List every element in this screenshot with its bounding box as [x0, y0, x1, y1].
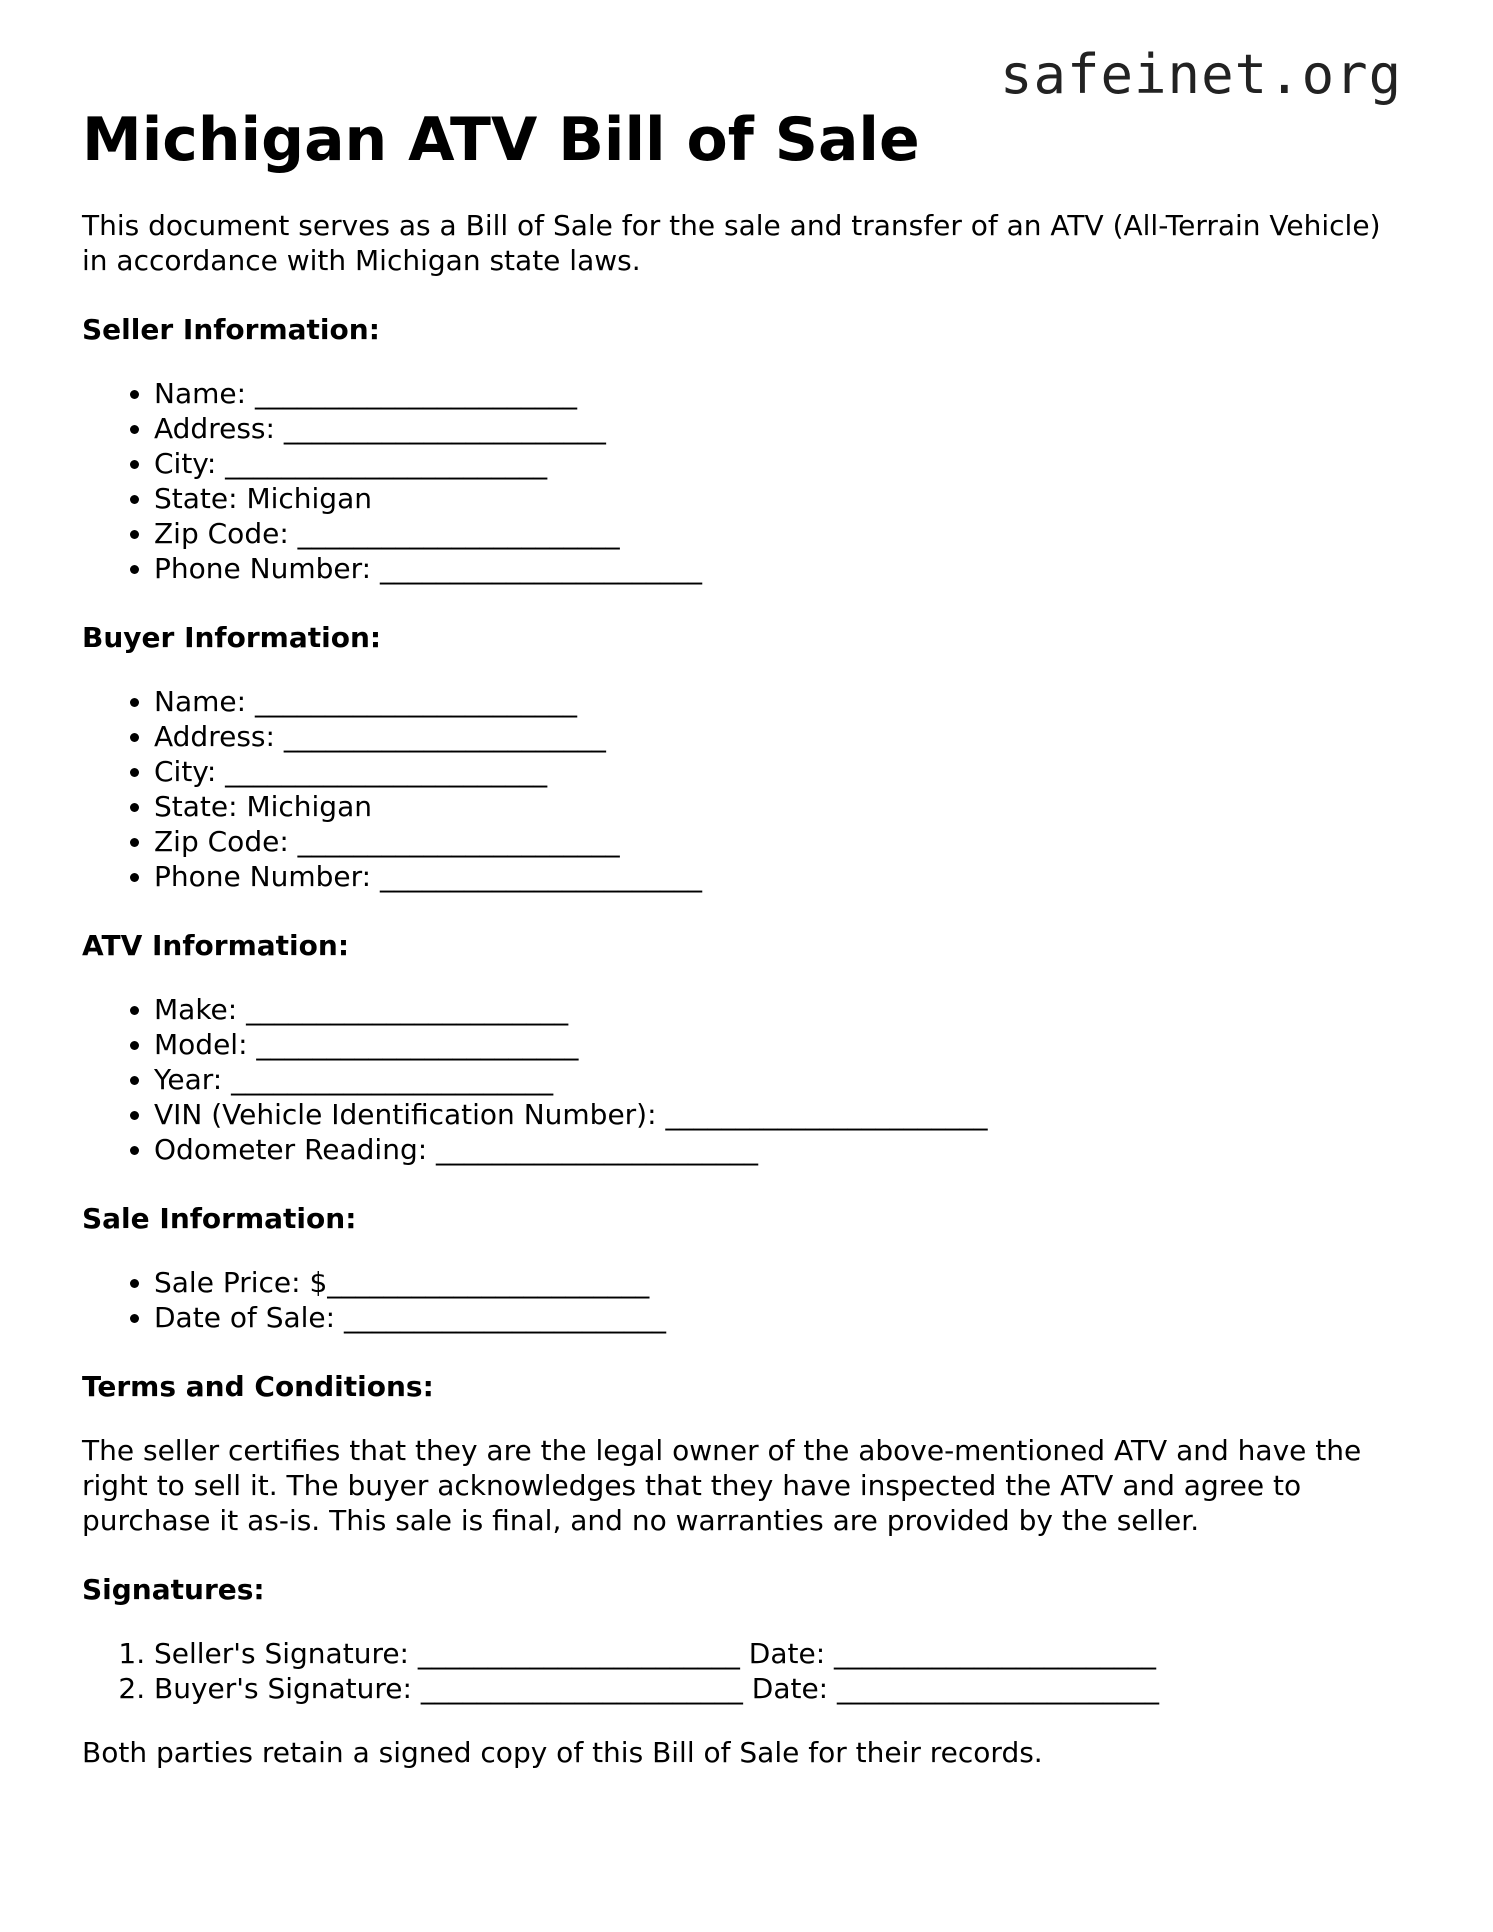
signatures-list — [82, 1636, 1412, 1706]
atv-year-field: • Year: _______________________ — [154, 1062, 1412, 1097]
document-page — [82, 100, 1412, 1770]
sale-price-field: • Sale Price: $_______________________ — [154, 1265, 1412, 1300]
sale-date-field: • Date of Sale: _______________________ — [154, 1300, 1412, 1335]
seller-state-field: • State: Michigan — [154, 481, 1412, 516]
watermark-text: safeinet.org — [1000, 43, 1403, 106]
buyer-phone-field: • Phone Number: _______________________ — [154, 859, 1412, 894]
signatures-section-heading: Signatures: — [82, 1573, 265, 1606]
seller-info-list — [82, 376, 1412, 586]
sale-info-list — [82, 1265, 1412, 1335]
buyer-city-field: • City: _______________________ — [154, 754, 1412, 789]
seller-phone-field: • Phone Number: _______________________ — [154, 551, 1412, 586]
intro-paragraph: This document serves as a Bill of Sale for the sale and transfer of an ATV (All-Terrain Vehicle) in accordance with Michigan state laws. — [82, 209, 1381, 277]
sale-section-heading: Sale Information: — [82, 1202, 357, 1235]
seller-name-field: • Name: _______________________ — [154, 376, 1412, 411]
atv-info-list — [82, 992, 1412, 1167]
buyer-address-field: • Address: _______________________ — [154, 719, 1412, 754]
buyer-state-field: • State: Michigan — [154, 789, 1412, 824]
buyer-signature-line: 2. Buyer's Signature: _______________________ Date: _______________________ — [154, 1671, 1412, 1706]
atv-section-heading: ATV Information: — [82, 929, 350, 962]
seller-signature-line: 1. Seller's Signature: _______________________ Date: _______________________ — [154, 1636, 1412, 1671]
seller-section-heading: Seller Information: — [82, 313, 380, 346]
buyer-info-list — [82, 684, 1412, 894]
buyer-name-field: • Name: _______________________ — [154, 684, 1412, 719]
atv-vin-field: • VIN (Vehicle Identification Number): _______________________ — [154, 1097, 1412, 1132]
seller-city-field: • City: _______________________ — [154, 446, 1412, 481]
seller-zip-field: • Zip Code: _______________________ — [154, 516, 1412, 551]
buyer-zip-field: • Zip Code: _______________________ — [154, 824, 1412, 859]
terms-paragraph: The seller certifies that they are the legal owner of the above-mentioned ATV and have the right to sell it. The buyer acknowledges that they have inspected the ATV and agree to purchase it as-is. This sale is final, and no warranties are provided by the seller. — [82, 1434, 1362, 1537]
atv-odometer-field: • Odometer Reading: _______________________ — [154, 1132, 1412, 1167]
closing-paragraph: Both parties retain a signed copy of this Bill of Sale for their records. — [82, 1736, 1043, 1769]
document-title: Michigan ATV Bill of Sale — [82, 105, 920, 175]
terms-section-heading: Terms and Conditions: — [82, 1370, 434, 1403]
atv-make-field: • Make: _______________________ — [154, 992, 1412, 1027]
seller-address-field: • Address: _______________________ — [154, 411, 1412, 446]
buyer-section-heading: Buyer Information: — [82, 621, 382, 654]
atv-model-field: • Model: _______________________ — [154, 1027, 1412, 1062]
